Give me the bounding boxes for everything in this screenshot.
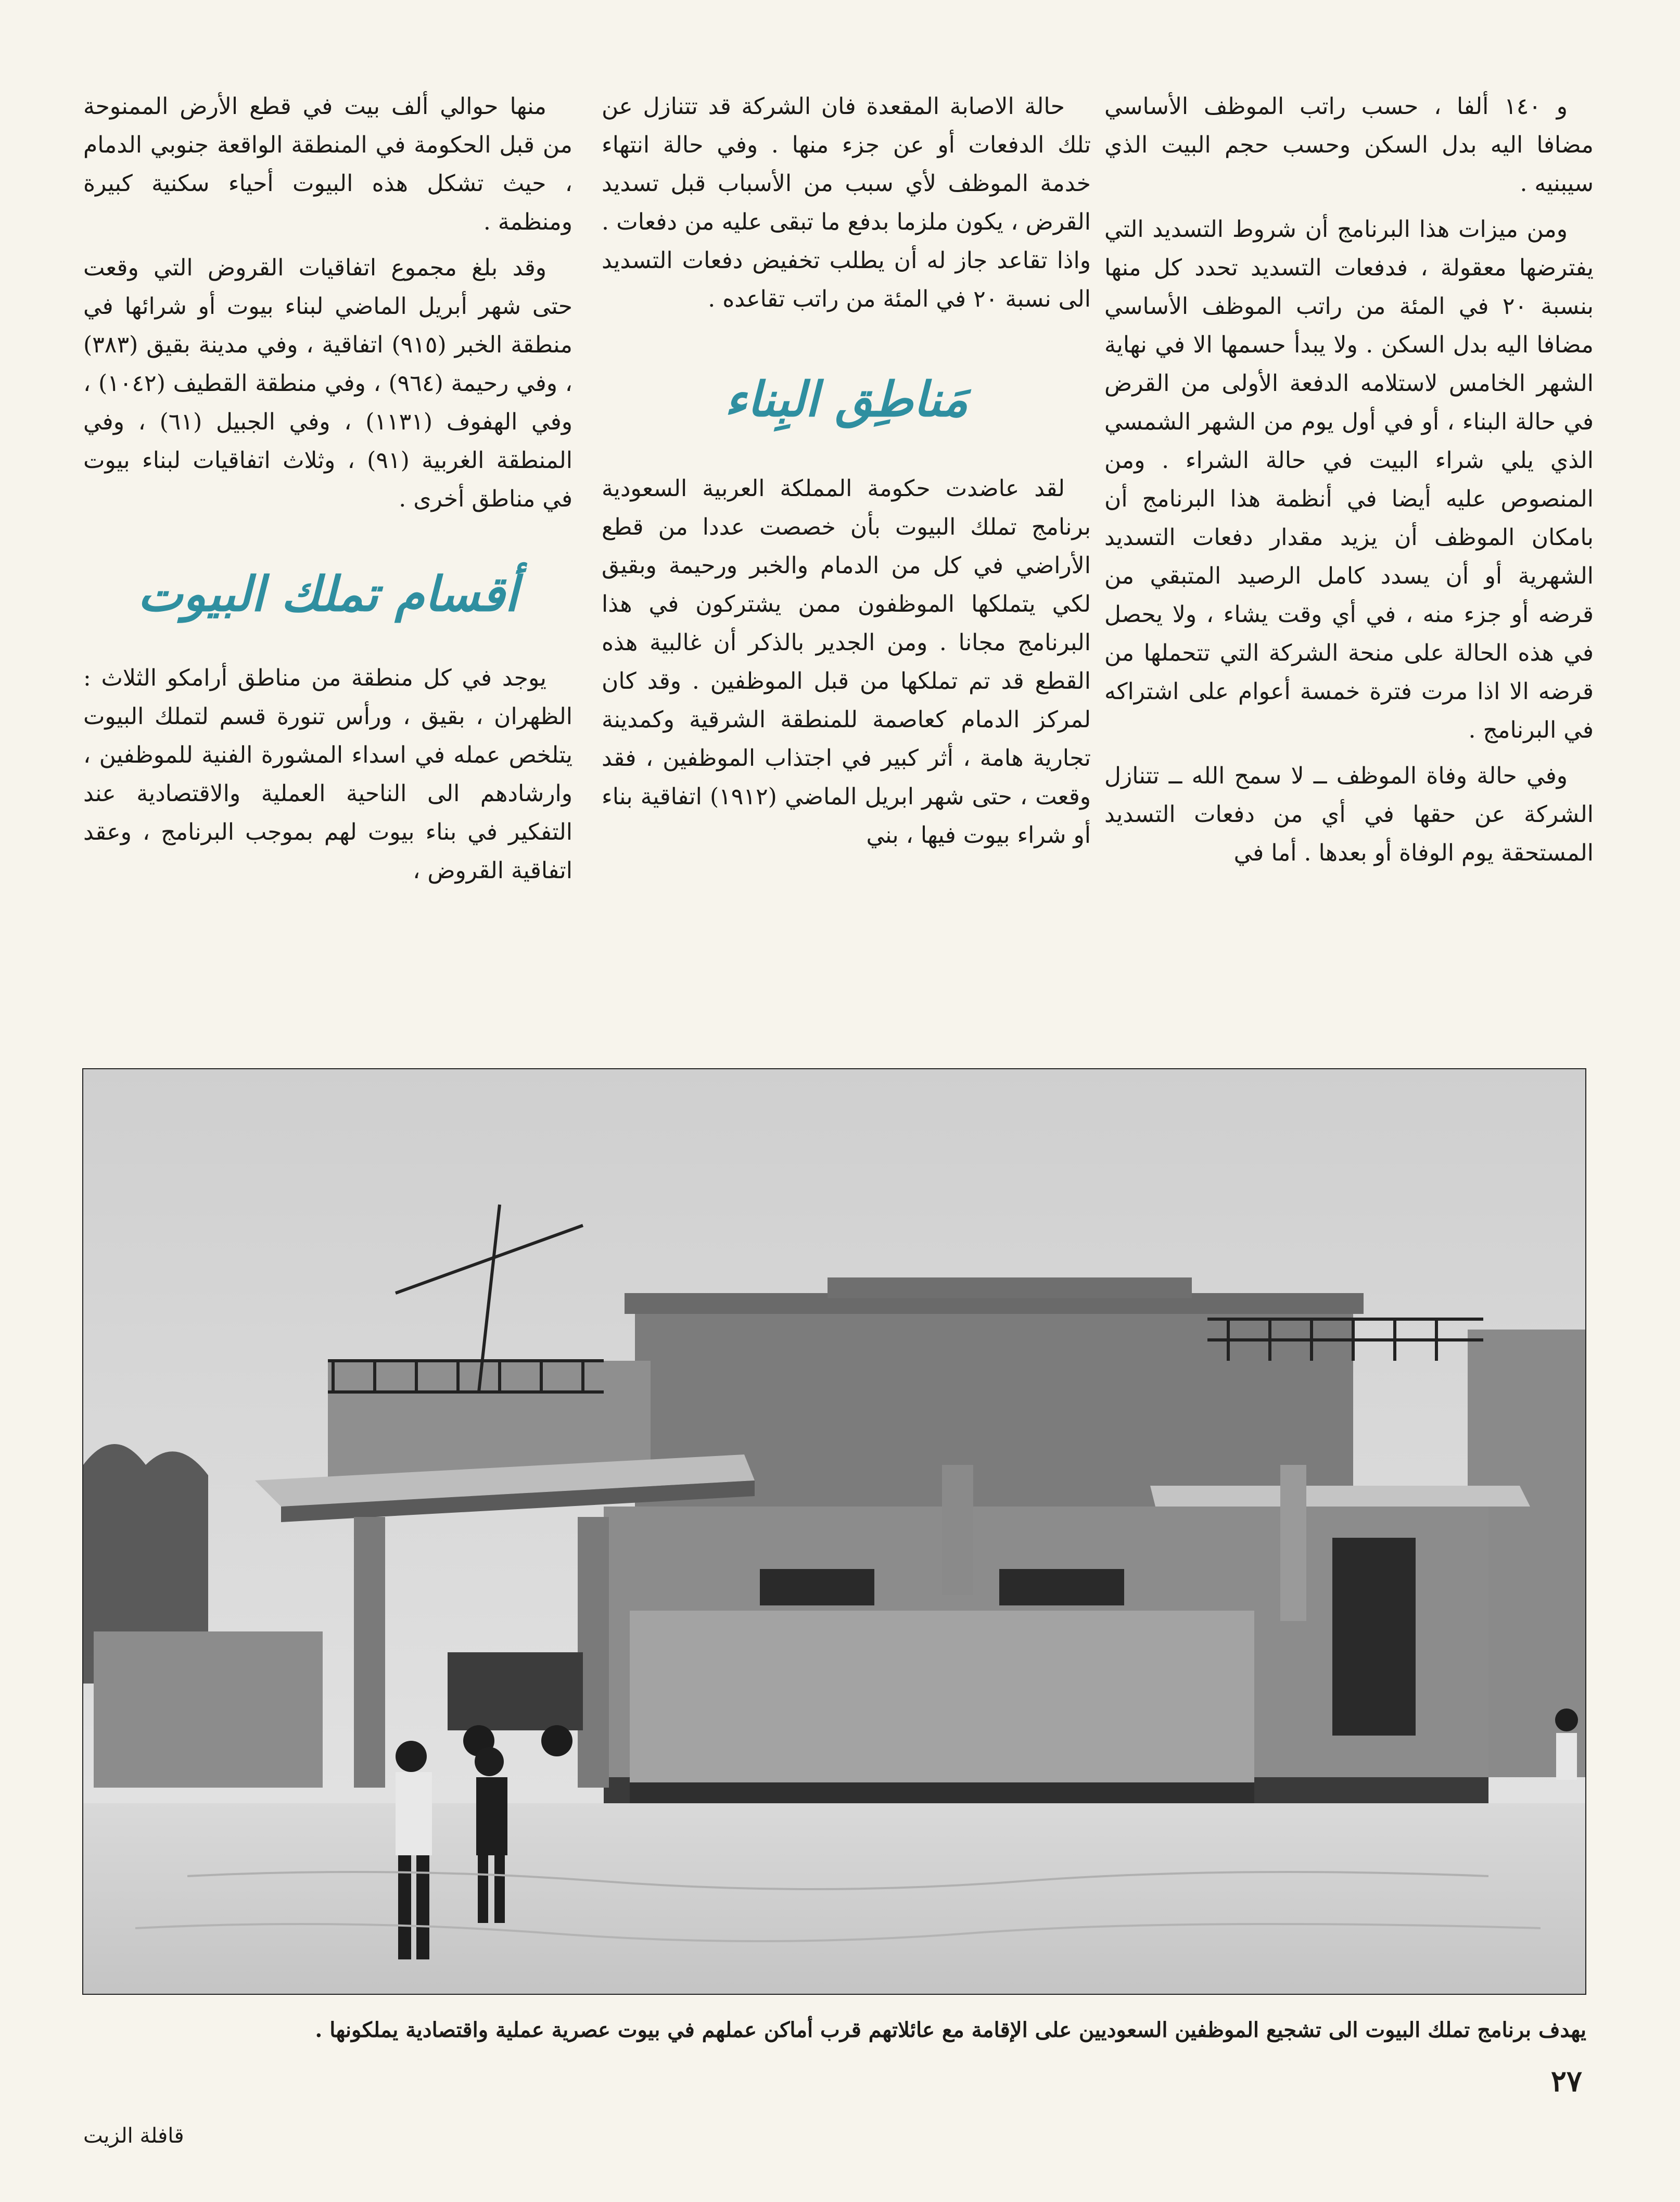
paragraph: حالة الاصابة المقعدة فان الشركة قد تتنازل عن تلك الدفعات أو عن جزء منها . وفي حالة انتهاء خدمة الموظف لأي سبب من الأسباب قبل تسديد القرض ، يكون ملزما بدفع ما تبقى عليه من دفعات . واذا تقاعد جاز له أن يطلب تخفيض دفعات التسديد الى نسبة ٢٠ في المئة من راتب تقاعده . [602,93,1091,312]
paragraph: لقد عاضدت حكومة المملكة العربية السعودية برنامج تملك البيوت بأن خصصت عددا من قطع الأراضي في كل من الدمام والخبر ورحيمة وبقيق لكي يتملكها الموظفون ممن يشتركون في هذا البرنامج مجانا . ومن الجدير بالذكر أن غالبية هذه القطع قد تم تملكها من قبل الموظفين . وقد كان لمركز الدمام كعاصمة للمنطقة الشرقية وكمدينة تجارية هامة ، أثر كبير في اجتذاب الموظفين ، فقد وقعت ، حتى شهر ابريل الماضي (١٩١٢) اتفاقية بناء أو شراء بيوت فيها ، بني [602,475,1091,849]
section-heading-building-areas: مَناطِق البِناء [724,371,968,427]
magazine-name: قافلة الزيت [83,2124,184,2148]
text-column-left [83,87,572,897]
section-heading-home-ownership-departments: أقسام تملك البيوت [137,566,518,622]
paragraph: وفي حالة وفاة الموظف ــ لا سمح الله ــ تتنازل الشركة عن حقها في أي من دفعات التسديد المستحقة يوم الوفاة أو بعدها . أما في [1104,763,1594,866]
text-column-right [1104,87,1594,880]
paragraph: يوجد في كل منطقة من مناطق أرامكو الثلاث : الظهران ، بقيق ، ورأس تنورة قسم لتملك البيوت يتلخص عمله في اسداء المشورة الفنية للموظفين ، وارشادهم الى الناحية العملية والاقتصادية عند التفكير في بناء بيوت لهم بموجب البرنامج ، وعقد اتفاقية القروض ، [83,665,572,884]
paragraph: ومن ميزات هذا البرنامج أن شروط التسديد التي يفترضها معقولة ، فدفعات التسديد تحدد كل منها بنسبة ٢٠ في المئة من راتب الموظف الأساسي مضافا اليه بدل السكن . ولا يبدأ حسمها الا في نهاية الشهر الخامس لاستلامه الدفعة الأولى من القرض في حالة البناء ، أو في أول يوم من الشهر الشمسي الذي يلي شراء البيت في حالة الشراء . ومن المنصوص عليه أيضا في أنظمة هذا البرنامج أن بامكان الموظف أن يزيد مقدار دفعات التسديد الشهرية أو أن يسدد كامل الرصيد المتبقي من قرضه أو جزء منه ، في أي وقت يشاء ، ولا يحصل في هذه الحالة على منحة الشركة التي تتحملها من قرضه الا اذا مرت فترة خمسة أعوام على اشتراكه في البرنامج . [1104,216,1594,743]
page-number: ٢٧ [1550,2064,1582,2098]
paragraph: و ١٤٠ ألفا ، حسب راتب الموظف الأساسي مضافا اليه بدل السكن وحسب حجم البيت الذي سيبنيه . [1104,93,1594,197]
photo-caption: يهدف برنامج تملك البيوت الى تشجيع الموظفين السعوديين على الإقامة مع عائلاتهم قرب أماكن عملهم في بيوت عصرية عملية واقتصادية يملكونها . [315,2018,1586,2042]
house-photograph [82,1068,1586,1995]
paragraph: منها حوالي ألف بيت في قطع الأرض الممنوحة من قبل الحكومة في المنطقة الواقعة جنوبي الدمام ، حيث تشكل هذه البيوت أحياء سكنية كبيرة ومنظمة . [83,93,572,235]
paragraph: وقد بلغ مجموع اتفاقيات القروض التي وقعت حتى شهر أبريل الماضي لبناء بيوت أو شرائها في منطقة الخبر (٩١٥) اتفاقية ، وفي مدينة بقيق (٣٨٣) ، وفي رحيمة (٩٦٤) ، وفي منطقة القطيف (١٠٤٢) ، وفي الهفوف (١١٣١) ، وفي الجبيل (٦١) ، وفي المنطقة الغربية (٩١) ، وثلاث اتفاقيات لبناء بيوت في مناطق أخرى . [83,255,573,512]
text-column-middle [602,87,1091,862]
